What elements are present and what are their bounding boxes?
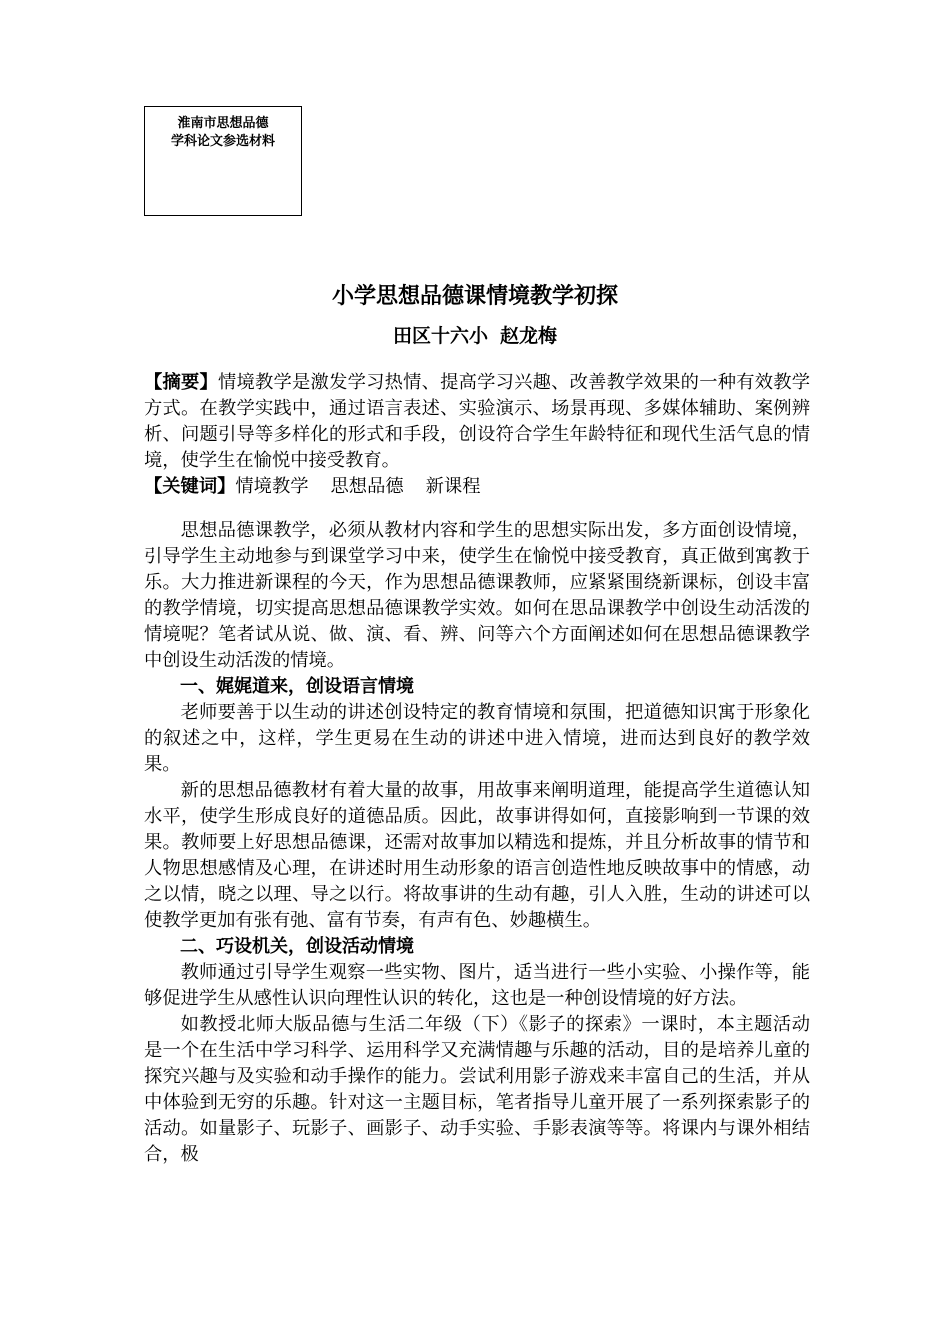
- keywords-label: 【关键词】: [144, 476, 236, 497]
- submission-label-line2: 学科论文参选材料: [170, 134, 275, 149]
- author-school: 田区十六小: [392, 325, 488, 347]
- section-heading-1: 一、娓娓道来，创设语言情境: [180, 676, 414, 697]
- paper-title: 小学思想品德课情境教学初探: [331, 284, 618, 309]
- abstract-label: 【摘要】: [144, 372, 219, 393]
- keyword-item: 思想品德: [330, 476, 404, 497]
- submission-label-box: [144, 106, 302, 216]
- keyword-item: 新课程: [425, 476, 481, 497]
- body-paragraph: 如教授北师大版品德与生活二年级（下）《影子的探索》一课时，本主题活动是一个在生活中学习科学、运用科学又充满情趣与乐趣的活动，目的是培养儿童的探究兴趣与及实验和动手操作的能力。尝试利用影子游戏来丰富自己的生活，并从中体验到无穷的乐趣。针对这一主题目标，笔者指导儿童开展了一系列探索影子的活动。如量影子、玩影子、画影子、动手实验、手影表演等等。将课内与课外相结合，极: [144, 1014, 810, 1165]
- abstract-text: 情境教学是激发学习热情、提高学习兴趣、改善教学效果的一种有效教学方式。在教学实践中，通过语言表述、实验演示、场景再现、多媒体辅助、案例辨析、问题引导等多样化的形式和手段，创设符合学生年龄特征和现代生活气息的情境，使学生在愉悦中接受教育。: [144, 372, 811, 471]
- main-content: [144, 518, 810, 1168]
- body-paragraph: 老师要善于以生动的讲述创设特定的教育情境和氛围，把道德知识寓于形象化的叙述之中，这样，学生更易在生动的讲述中进入情境，进而达到良好的教学效果。: [144, 702, 810, 775]
- author-line: [0, 322, 950, 350]
- submission-label-line1: 淮南市思想品德: [177, 116, 269, 131]
- keywords-paragraph: [144, 474, 810, 500]
- abstract-paragraph: [144, 370, 810, 474]
- intro-paragraph: 思想品德课教学，必须从教材内容和学生的思想实际出发，多方面创设情境，引导学生主动地参与到课堂学习中来，使学生在愉悦中接受教育，真正做到寓教于乐。大力推进新课程的今天，作为思想品德课教师，应紧紧围绕新课标，创设丰富的教学情境，切实提高思想品德课教学实效。如何在思品课教学中创设生动活泼的情境呢？笔者试从说、做、演、看、辨、问等六个方面阐述如何在思想品德课教学中创设生动活泼的情境。: [144, 520, 810, 671]
- abstract-section: [144, 370, 810, 500]
- body-paragraph: 教师通过引导学生观察一些实物、图片，适当进行一些小实验、小操作等，能够促进学生从感性认识向理性认识的转化，这也是一种创设情境的好方法。: [144, 962, 810, 1009]
- body-paragraph: 新的思想品德教材有着大量的故事，用故事来阐明道理，能提高学生道德认知水平，使学生形成良好的道德品质。因此，故事讲得如何，直接影响到一节课的效果。教师要上好思想品德课，还需对故事加以精选和提炼，并且分析故事的情节和人物思想感情及心理，在讲述时用生动形象的语言创造性地反映故事中的情感，动之以情，晓之以理、导之以行。将故事讲的生动有趣，引人入胜，生动的讲述可以使教学更加有张有弛、富有节奏，有声有色、妙趣横生。: [144, 780, 810, 931]
- keyword-item: 情境教学: [235, 476, 309, 497]
- author-name: 赵龙梅: [500, 325, 558, 347]
- section-heading-2: 二、巧设机关，创设活动情境: [180, 936, 414, 957]
